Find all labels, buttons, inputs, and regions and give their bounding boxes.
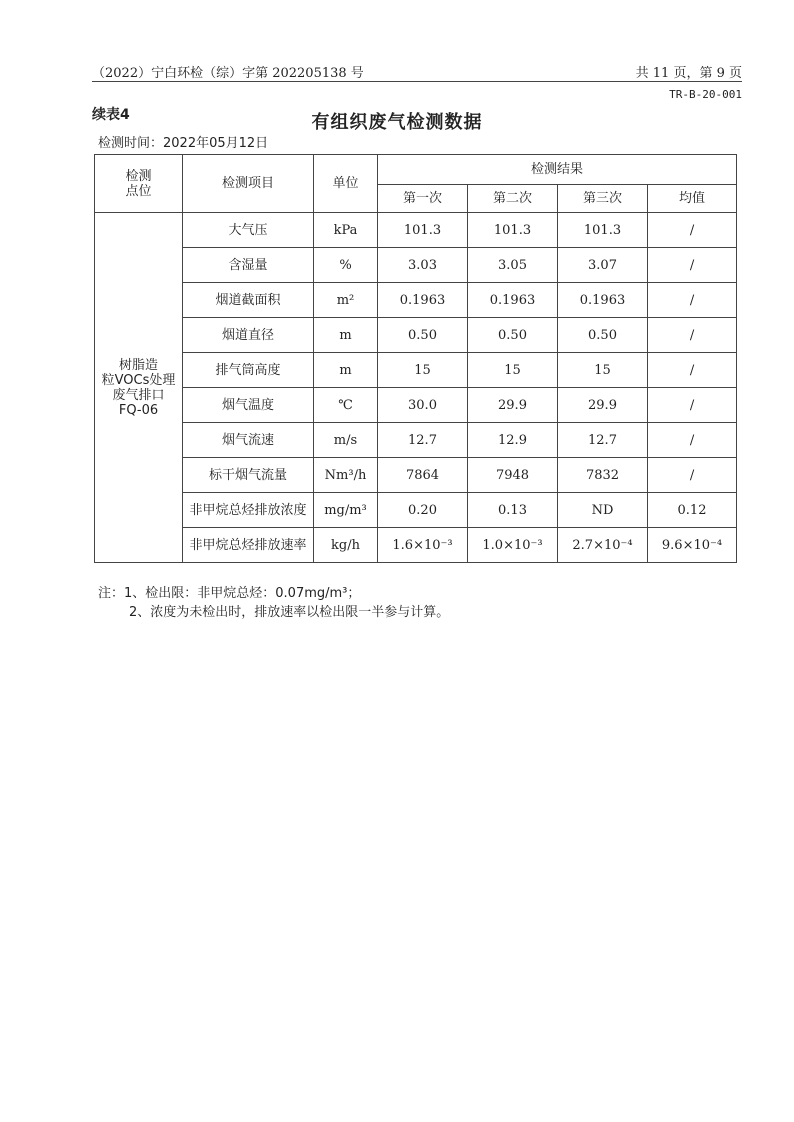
average-cell: / [648, 318, 737, 353]
unit-cell: Nm³/h [314, 458, 378, 493]
value-cell: 0.1963 [558, 283, 648, 318]
value-cell: 101.3 [378, 213, 468, 248]
value-cell: 0.50 [378, 318, 468, 353]
value-cell: 2.7×10⁻⁴ [558, 528, 648, 563]
header-location: 检测 点位 [95, 155, 183, 213]
unit-cell: mg/m³ [314, 493, 378, 528]
average-cell: / [648, 353, 737, 388]
item-cell: 烟气温度 [183, 388, 314, 423]
item-cell: 烟道直径 [183, 318, 314, 353]
average-cell: / [648, 388, 737, 423]
note-detection-limit: 注：1、检出限：非甲烷总烃：0.07mg/m³； [98, 586, 361, 601]
notes [98, 584, 449, 622]
header-divider [92, 81, 742, 82]
average-cell: / [648, 283, 737, 318]
value-cell: 12.7 [558, 423, 648, 458]
header-item: 检测项目 [183, 155, 314, 213]
value-cell: 1.0×10⁻³ [468, 528, 558, 563]
table-row [95, 423, 737, 458]
value-cell: 0.1963 [468, 283, 558, 318]
item-cell: 大气压 [183, 213, 314, 248]
unit-cell: m² [314, 283, 378, 318]
average-cell: / [648, 423, 737, 458]
header-second: 第二次 [468, 185, 558, 213]
table-row [95, 388, 737, 423]
value-cell: 7948 [468, 458, 558, 493]
average-cell: / [648, 248, 737, 283]
value-cell: 0.50 [558, 318, 648, 353]
unit-cell: m [314, 353, 378, 388]
value-cell: 12.9 [468, 423, 558, 458]
table-row [95, 353, 737, 388]
average-cell: 9.6×10⁻⁴ [648, 528, 737, 563]
table-row [95, 248, 737, 283]
value-cell: 101.3 [468, 213, 558, 248]
header-third: 第三次 [558, 185, 648, 213]
location-cell: 树脂造 粒VOCs处理 废气排口 FQ-06 [95, 213, 183, 563]
item-cell: 排气筒高度 [183, 353, 314, 388]
value-cell: 30.0 [378, 388, 468, 423]
value-cell: 15 [558, 353, 648, 388]
item-cell: 非甲烷总烃排放速率 [183, 528, 314, 563]
table-row [95, 458, 737, 493]
page-title: 有组织废气检测数据 [311, 112, 483, 133]
table-row [95, 283, 737, 318]
unit-cell: kg/h [314, 528, 378, 563]
test-time: 检测时间：2022年05月12日 [98, 136, 269, 151]
value-cell: 29.9 [558, 388, 648, 423]
value-cell: 12.7 [378, 423, 468, 458]
table-row [95, 528, 737, 563]
average-cell: / [648, 213, 737, 248]
value-cell: 3.07 [558, 248, 648, 283]
value-cell: 15 [468, 353, 558, 388]
item-cell: 烟气流速 [183, 423, 314, 458]
value-cell: ND [558, 493, 648, 528]
page-info: 共 11 页，第 9 页 [635, 66, 742, 81]
value-cell: 7864 [378, 458, 468, 493]
value-cell: 101.3 [558, 213, 648, 248]
unit-cell: % [314, 248, 378, 283]
value-cell: 0.20 [378, 493, 468, 528]
doc-code: TR-B-20-001 [669, 88, 742, 101]
header-results: 检测结果 [378, 155, 737, 185]
value-cell: 0.50 [468, 318, 558, 353]
item-cell: 非甲烷总烃排放浓度 [183, 493, 314, 528]
value-cell: 15 [378, 353, 468, 388]
unit-cell: kPa [314, 213, 378, 248]
item-cell: 烟道截面积 [183, 283, 314, 318]
unit-cell: m/s [314, 423, 378, 458]
average-cell: 0.12 [648, 493, 737, 528]
table-row [95, 318, 737, 353]
header-unit: 单位 [314, 155, 378, 213]
value-cell: 29.9 [468, 388, 558, 423]
table-row [95, 213, 737, 248]
value-cell: 3.05 [468, 248, 558, 283]
header-first: 第一次 [378, 185, 468, 213]
header-average: 均值 [648, 185, 737, 213]
average-cell: / [648, 458, 737, 493]
item-cell: 标干烟气流量 [183, 458, 314, 493]
header-row [95, 155, 737, 185]
value-cell: 1.6×10⁻³ [378, 528, 468, 563]
value-cell: 7832 [558, 458, 648, 493]
continuation-label: 续表4 [92, 107, 130, 123]
unit-cell: ℃ [314, 388, 378, 423]
unit-cell: m [314, 318, 378, 353]
report-number: （2022）宁白环检（综）字第 202205138 号 [92, 66, 364, 81]
note-calculation: 2、浓度为未检出时，排放速率以检出限一半参与计算。 [129, 605, 450, 620]
exhaust-gas-table [94, 154, 737, 563]
value-cell: 0.1963 [378, 283, 468, 318]
value-cell: 3.03 [378, 248, 468, 283]
table-row [95, 493, 737, 528]
item-cell: 含湿量 [183, 248, 314, 283]
value-cell: 0.13 [468, 493, 558, 528]
